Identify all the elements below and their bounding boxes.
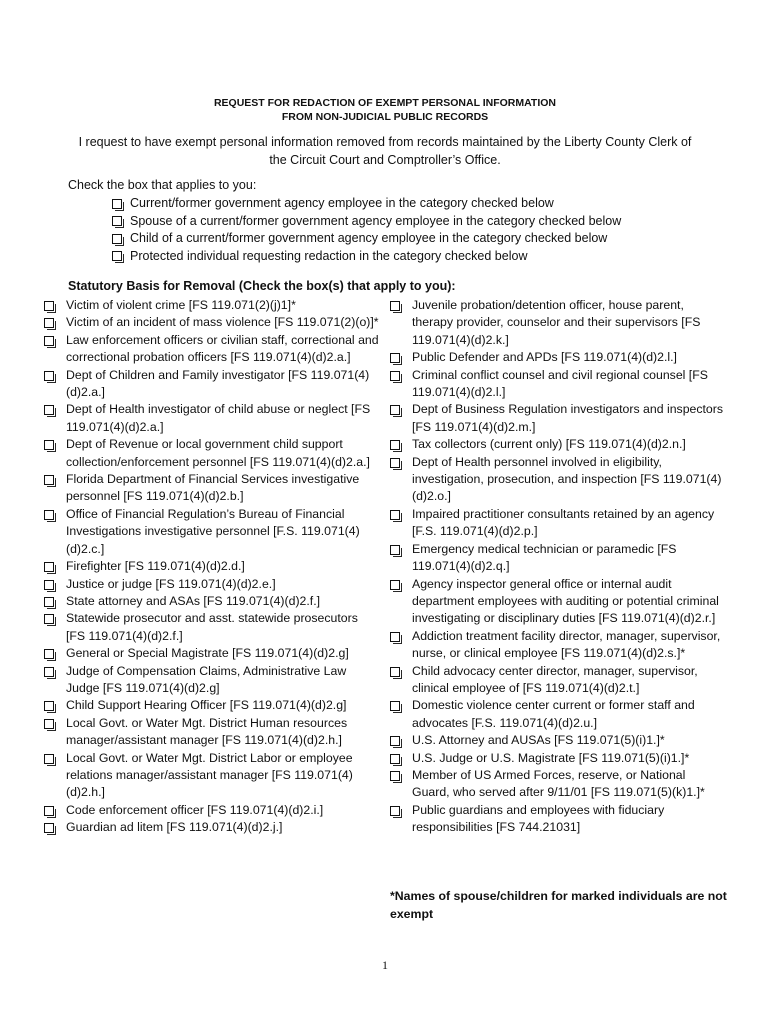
checkbox-icon[interactable] bbox=[44, 614, 54, 624]
statutory-option-label: Public guardians and employees with fiduciary responsibilities [FS 744.21031] bbox=[412, 802, 665, 835]
checkbox-icon[interactable] bbox=[44, 318, 54, 328]
intro-paragraph: I request to have exempt personal information removed from records maintained by the Liberty County Clerk of the Circuit Court and Comptroller’s Office. bbox=[78, 135, 692, 167]
checkbox-icon[interactable] bbox=[390, 510, 400, 520]
statutory-option[interactable] bbox=[44, 314, 379, 331]
applies-option-label: Current/former government agency employee in the category checked below bbox=[130, 196, 554, 210]
form-title-line1: REQUEST FOR REDACTION OF EXEMPT PERSONAL INFORMATION bbox=[213, 97, 557, 109]
applies-option[interactable] bbox=[112, 248, 621, 266]
statutory-option[interactable] bbox=[44, 610, 379, 645]
statutory-option-label: Emergency medical technician or paramedic [FS 119.071(4)(d)2.q.] bbox=[412, 541, 677, 574]
checkbox-icon[interactable] bbox=[44, 649, 54, 659]
checkbox-icon[interactable] bbox=[112, 234, 122, 244]
statutory-option-label: Agency inspector general office or internal audit department employees with auditing or potential criminal investigating or disciplinary duties [FS 119.071(4)(d)2.r.] bbox=[412, 576, 719, 626]
statutory-option[interactable] bbox=[44, 593, 379, 610]
checkbox-icon[interactable] bbox=[112, 251, 122, 261]
statutory-option-label: U.S. Attorney and AUSAs [FS 119.071(5)(i)1.]* bbox=[412, 733, 665, 748]
page-number: 1 bbox=[382, 958, 388, 972]
statutory-option[interactable] bbox=[44, 332, 379, 367]
statutory-option[interactable] bbox=[390, 454, 725, 506]
exemption-note: *Names of spouse/children for marked individuals are not exempt bbox=[390, 889, 727, 921]
statutory-option[interactable] bbox=[390, 367, 725, 402]
statutory-option-label: Dept of Health investigator of child abuse or neglect [FS 119.071(4)(d)2.a.] bbox=[66, 402, 371, 434]
checkbox-icon[interactable] bbox=[390, 771, 400, 781]
checkbox-icon[interactable] bbox=[44, 823, 54, 833]
statutory-option-label: Office of Financial Regulation’s Bureau of Financial Investigations investigative personnel [F.S. 119.071(4)(d)2.c.] bbox=[66, 506, 360, 556]
statutory-option-label: Public Defender and APDs [FS 119.071(4)(d)2.l.] bbox=[412, 350, 677, 365]
statutory-option[interactable] bbox=[390, 628, 725, 663]
statutory-option-label: Dept of Business Regulation investigators and inspectors [FS 119.071(4)(d)2.m.] bbox=[412, 402, 724, 434]
statutory-option[interactable] bbox=[44, 802, 379, 819]
checkbox-icon[interactable] bbox=[112, 199, 122, 209]
checkbox-icon[interactable] bbox=[390, 545, 400, 555]
statutory-option[interactable] bbox=[44, 367, 379, 402]
statutory-option-label: Criminal conflict counsel and civil regional counsel [FS 119.071(4)(d)2.l.] bbox=[412, 367, 708, 400]
checkbox-icon[interactable] bbox=[390, 754, 400, 764]
checkbox-icon[interactable] bbox=[44, 510, 54, 520]
statutory-option[interactable] bbox=[44, 436, 379, 471]
checkbox-icon[interactable] bbox=[390, 440, 400, 450]
statutory-option[interactable] bbox=[390, 297, 725, 349]
checkbox-icon[interactable] bbox=[390, 701, 400, 711]
checkbox-icon[interactable] bbox=[112, 216, 122, 226]
applies-option[interactable] bbox=[112, 213, 621, 231]
checkbox-icon[interactable] bbox=[44, 301, 54, 311]
checkbox-icon[interactable] bbox=[390, 667, 400, 677]
statutory-option-label: Domestic violence center current or former staff and advocates [F.S. 119.071(4)(d)2.u.] bbox=[412, 698, 695, 730]
statutory-option-label: U.S. Judge or U.S. Magistrate [FS 119.071(5)(i)1.]* bbox=[412, 750, 690, 765]
applies-option[interactable] bbox=[112, 195, 621, 213]
statutory-option[interactable] bbox=[390, 767, 725, 802]
statutory-option-label: Guardian ad litem [FS 119.071(4)(d)2.j.] bbox=[66, 820, 283, 835]
form-title-line2: FROM NON-JUDICIAL PUBLIC RECORDS bbox=[281, 111, 489, 123]
checkbox-icon[interactable] bbox=[390, 405, 400, 415]
statutory-option-label: Impaired practitioner consultants retained by an agency [F.S. 119.071(4)(d)2.p.] bbox=[412, 506, 715, 539]
statutory-option-label: General or Special Magistrate [FS 119.071(4)(d)2.g] bbox=[66, 646, 349, 661]
statutory-option[interactable] bbox=[390, 401, 725, 436]
checkbox-icon[interactable] bbox=[44, 440, 54, 450]
statutory-option[interactable] bbox=[44, 663, 379, 698]
applies-options bbox=[112, 195, 621, 265]
statutory-option[interactable] bbox=[44, 819, 379, 836]
statutory-option-label: Justice or judge [FS 119.071(4)(d)2.e.] bbox=[66, 576, 276, 591]
applies-option-label: Spouse of a current/former government agency employee in the category checked below bbox=[130, 213, 622, 228]
statutory-option[interactable] bbox=[44, 401, 379, 436]
statutory-option-label: Judge of Compensation Claims, Administrative Law Judge [FS 119.071(4)(d)2.g] bbox=[66, 663, 347, 695]
checkbox-icon[interactable] bbox=[390, 806, 400, 816]
statutory-option[interactable] bbox=[44, 576, 379, 593]
statutory-option[interactable] bbox=[390, 506, 725, 541]
checkbox-icon[interactable] bbox=[390, 353, 400, 363]
checkbox-icon[interactable] bbox=[44, 597, 54, 607]
statutory-option-label: Dept of Children and Family investigator [FS 119.071(4)(d)2.a.] bbox=[66, 367, 370, 400]
statutory-option[interactable] bbox=[44, 297, 379, 314]
statutory-option-label: Law enforcement officers or civilian staff, correctional and correctional probation officers [FS 119.071(4)(d)2.a.] bbox=[66, 332, 379, 365]
statutory-option-label: Statewide prosecutor and asst. statewide prosecutors [FS 119.071(4)(d)2.f.] bbox=[66, 611, 358, 643]
statutory-left-column bbox=[44, 297, 379, 837]
checkbox-icon[interactable] bbox=[44, 667, 54, 677]
checkbox-icon[interactable] bbox=[44, 336, 54, 346]
statutory-option[interactable] bbox=[390, 576, 725, 628]
statutory-option[interactable] bbox=[390, 541, 725, 576]
statutory-option[interactable] bbox=[44, 645, 379, 662]
statutory-option-label: Child advocacy center director, manager, supervisor, clinical employee of [FS 119.071(4)(d)2.t.] bbox=[412, 663, 698, 695]
checkbox-icon[interactable] bbox=[44, 701, 54, 711]
statutory-right-column bbox=[390, 297, 725, 837]
checkbox-icon[interactable] bbox=[390, 580, 400, 590]
checkbox-icon[interactable] bbox=[44, 754, 54, 764]
statutory-option[interactable] bbox=[44, 558, 379, 575]
checkbox-icon[interactable] bbox=[390, 736, 400, 746]
checkbox-icon[interactable] bbox=[44, 475, 54, 485]
statutory-option-label: Code enforcement officer [FS 119.071(4)(d)2.i.] bbox=[66, 802, 324, 817]
applies-label: Check the box that applies to you: bbox=[68, 178, 257, 192]
statutory-option[interactable] bbox=[390, 436, 725, 453]
statutory-option-label: Firefighter [FS 119.071(4)(d)2.d.] bbox=[66, 559, 245, 574]
statutory-option-label: Tax collectors (current only) [FS 119.071(4)(d)2.n.] bbox=[412, 437, 686, 452]
checkbox-icon[interactable] bbox=[390, 632, 400, 642]
statutory-heading: Statutory Basis for Removal (Check the box(s) that apply to you): bbox=[68, 279, 456, 293]
applies-option-label: Protected individual requesting redaction in the category checked below bbox=[130, 248, 528, 263]
statutory-option-label: Florida Department of Financial Services investigative personnel [FS 119.071(4)(d)2.b.] bbox=[66, 472, 360, 504]
statutory-option[interactable] bbox=[44, 715, 379, 750]
checkbox-icon[interactable] bbox=[44, 719, 54, 729]
statutory-option-label: Victim of an incident of mass violence [FS 119.071(2)(o)]* bbox=[66, 315, 379, 330]
statutory-option-label: Dept of Health personnel involved in eligibility, investigation, prosecution, and inspection [FS 119.071(4)(d)2.o.] bbox=[412, 454, 722, 504]
checkbox-icon[interactable] bbox=[44, 806, 54, 816]
statutory-option[interactable] bbox=[390, 802, 725, 837]
statutory-option-label: Local Govt. or Water Mgt. District Labor or employee relations manager/assistant manager [FS 119.071(4)(d)2.h.] bbox=[66, 750, 353, 800]
statutory-option[interactable] bbox=[44, 697, 379, 714]
statutory-option-label: Addiction treatment facility director, manager, supervisor, nurse, or clinical employee [FS 119.071(4)(d)2.s.]* bbox=[412, 628, 721, 661]
statutory-option[interactable] bbox=[44, 750, 379, 802]
statutory-option-label: Local Govt. or Water Mgt. District Human resources manager/assistant manager [FS 119.071(4)(d)2.h.] bbox=[66, 715, 348, 748]
checkbox-icon[interactable] bbox=[390, 371, 400, 381]
checkbox-icon[interactable] bbox=[44, 562, 54, 572]
checkbox-icon[interactable] bbox=[44, 580, 54, 590]
statutory-option[interactable] bbox=[44, 471, 379, 506]
statutory-option[interactable] bbox=[390, 697, 725, 732]
checkbox-icon[interactable] bbox=[390, 301, 400, 311]
statutory-option-label: Juvenile probation/detention officer, house parent, therapy provider, counselor and their supervisors [FS 119.071(4)(d)2.k.] bbox=[412, 298, 701, 347]
applies-option-label: Child of a current/former government agency employee in the category checked below bbox=[130, 231, 608, 245]
statutory-option[interactable] bbox=[390, 732, 725, 749]
statutory-option[interactable] bbox=[44, 506, 379, 558]
statutory-option-label: Member of US Armed Forces, reserve, or National Guard, who served after 9/11/01 [FS 119.071(5)(k)1.]* bbox=[412, 767, 705, 800]
statutory-option-label: Victim of violent crime [FS 119.071(2)(j)1]* bbox=[66, 298, 296, 312]
applies-option[interactable] bbox=[112, 230, 621, 248]
statutory-option-label: Child Support Hearing Officer [FS 119.071(4)(d)2.g] bbox=[66, 698, 347, 713]
statutory-option[interactable] bbox=[390, 663, 725, 698]
checkbox-icon[interactable] bbox=[390, 458, 400, 468]
statutory-option[interactable] bbox=[390, 349, 725, 366]
checkbox-icon[interactable] bbox=[44, 405, 54, 415]
statutory-option-label: State attorney and ASAs [FS 119.071(4)(d)2.f.] bbox=[66, 593, 321, 608]
statutory-option[interactable] bbox=[390, 750, 725, 767]
checkbox-icon[interactable] bbox=[44, 371, 54, 381]
statutory-option-label: Dept of Revenue or local government child support collection/enforcement personnel [FS 119.071(4)(d)2.a.] bbox=[66, 437, 370, 469]
